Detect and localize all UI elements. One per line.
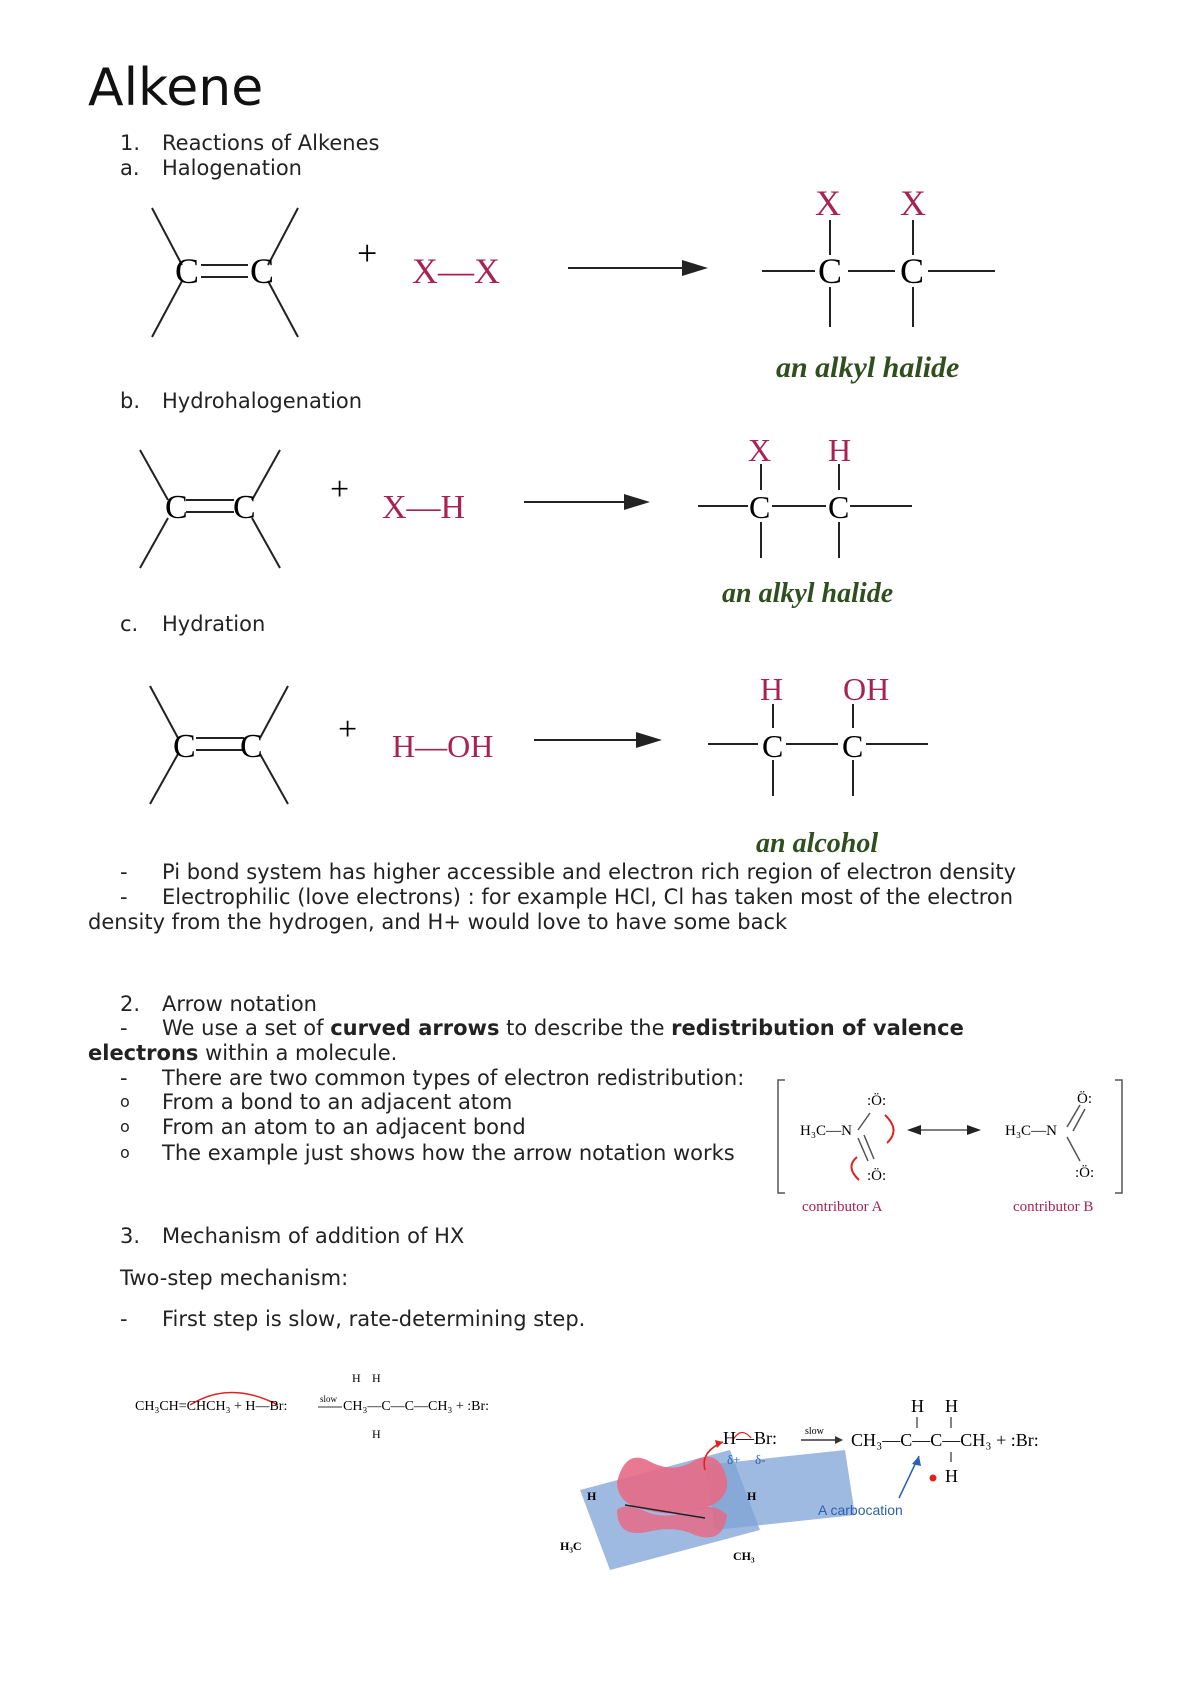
oxygen-top-right: Ö: xyxy=(1077,1091,1092,1107)
contributor-b-label: contributor B xyxy=(1013,1199,1094,1215)
item-b-marker: b. xyxy=(120,389,141,413)
resonance-figure xyxy=(775,1075,1130,1215)
product-top-right: H xyxy=(828,432,852,468)
section1-heading: Reactions of Alkenes xyxy=(162,131,380,155)
product-chain: CH₃—C—C—CH₃ + :Br: xyxy=(851,1430,1039,1450)
caption-alkyl-halide: an alkyl halide xyxy=(722,578,894,609)
text-run: within a molecule. xyxy=(198,1041,398,1065)
h-top-right: H xyxy=(945,1396,958,1416)
first-step-text: First step is slow, rate-determining step. xyxy=(162,1307,586,1331)
hydration-reaction xyxy=(0,662,1200,860)
reagent-h-oh: H—OH xyxy=(392,728,494,764)
section3-number: 3. xyxy=(120,1224,141,1248)
sub-bullet-marker: o xyxy=(120,1092,130,1111)
carbon-right: C xyxy=(233,489,256,526)
carbon-left: C xyxy=(175,251,200,291)
plus-sign: + xyxy=(330,471,350,508)
plus-sign: + xyxy=(338,711,358,748)
h-bottom: H xyxy=(372,1427,381,1441)
delta-plus: δ+ xyxy=(727,1452,741,1467)
h-top-right: H xyxy=(372,1371,381,1385)
product-carbon-right: C xyxy=(828,489,850,525)
delta-minus: δ- xyxy=(755,1452,766,1467)
text-run: We use a set of xyxy=(162,1016,331,1040)
bold-run: electrons xyxy=(88,1041,199,1065)
bold-run: redistribution of valence xyxy=(671,1016,964,1040)
product-carbon-right: C xyxy=(900,251,925,291)
carbon-right: C xyxy=(250,251,275,291)
bullet-dash: - xyxy=(120,860,128,884)
bullet-curved-arrows xyxy=(162,1016,964,1040)
bullet-electrophilic-line2: density from the hydrogen, and H+ would love to have some back xyxy=(88,910,788,934)
item-c-marker: c. xyxy=(120,612,139,636)
product-top-left: H xyxy=(760,671,784,707)
h-atom: H xyxy=(587,1489,597,1503)
section3-heading: Mechanism of addition of HX xyxy=(162,1224,465,1248)
sub-bullet-bond-to-atom: From a bond to an adjacent atom xyxy=(162,1090,513,1114)
left-equation: CH₃CH=CHCH₃ + H—Br: xyxy=(135,1399,288,1414)
bold-run: curved arrows xyxy=(330,1016,500,1040)
product-carbon-left: C xyxy=(762,728,784,764)
item-c-label: Hydration xyxy=(162,612,266,636)
text-run: to describe the xyxy=(499,1016,672,1040)
product-top-left: X xyxy=(748,432,772,468)
hbr-reagent: H—Br: xyxy=(723,1428,777,1448)
caption-alcohol: an alcohol xyxy=(756,828,879,859)
carbon-right: C xyxy=(240,728,263,765)
h-top-left: H xyxy=(911,1396,924,1416)
bullet-curved-arrows-cont xyxy=(88,1041,397,1065)
oxygen-bottom-right: :Ö: xyxy=(1075,1165,1095,1181)
slow-label: slow xyxy=(805,1426,824,1437)
item-b-label: Hydrohalogenation xyxy=(162,389,363,413)
carbon-left: C xyxy=(173,728,196,765)
bullet-dash: - xyxy=(120,1016,128,1040)
item-a-marker: a. xyxy=(120,156,140,180)
h-bottom: H xyxy=(945,1466,958,1486)
page-title: Alkene xyxy=(88,58,264,118)
product-carbon-left: C xyxy=(818,251,843,291)
slow-label: slow xyxy=(320,1394,338,1404)
bullet-pi-bond: Pi bond system has higher accessible and electron rich region of electron density xyxy=(162,860,1017,884)
bullet-two-types: There are two common types of electron redistribution: xyxy=(162,1066,745,1090)
mechanism-orbital-figure xyxy=(555,1390,1100,1590)
plus-sign: + xyxy=(357,233,378,273)
h3c-n-left: H₃C—N xyxy=(800,1123,852,1139)
sub-bullet-atom-to-bond: From an atom to an adjacent bond xyxy=(162,1115,526,1139)
sub-bullet-example: The example just shows how the arrow notation works xyxy=(162,1141,735,1165)
bullet-dash: - xyxy=(120,1066,128,1090)
h3c-group: H₃C xyxy=(560,1539,582,1553)
item-a-label: Halogenation xyxy=(162,156,302,180)
halogenation-reaction xyxy=(0,185,1200,395)
contributor-a-label: contributor A xyxy=(802,1199,883,1215)
carbon-left: C xyxy=(165,489,188,526)
h-top-left: H xyxy=(352,1371,361,1385)
product-top-left: X xyxy=(815,183,841,223)
bullet-dash: - xyxy=(120,1307,128,1331)
reagent-x-h: X—H xyxy=(382,489,466,526)
oxygen-bottom-left: :Ö: xyxy=(867,1168,887,1184)
oxygen-top-left: :Ö: xyxy=(867,1093,887,1109)
bullet-dash: - xyxy=(120,885,128,909)
left-product: CH₃—C—C—CH₃ + :Br: xyxy=(343,1399,490,1414)
section2-heading: Arrow notation xyxy=(162,992,317,1016)
bullet-electrophilic-line1: Electrophilic (love electrons) : for example HCl, Cl has taken most of the electron xyxy=(162,885,1014,909)
h-atom-right: H xyxy=(747,1489,757,1503)
product-top-right: X xyxy=(900,183,926,223)
reagent-x-x: X—X xyxy=(412,251,500,291)
section1-number: 1. xyxy=(120,131,141,155)
h3c-n-right: H₃C—N xyxy=(1005,1123,1057,1139)
caption-alkyl-halide: an alkyl halide xyxy=(776,351,960,384)
product-top-right: OH xyxy=(843,671,890,707)
mechanism-small-equation xyxy=(130,1370,530,1445)
sub-bullet-marker: o xyxy=(120,1143,130,1162)
section2-number: 2. xyxy=(120,992,141,1016)
hydrohalogenation-reaction xyxy=(0,430,1200,615)
sub-bullet-marker: o xyxy=(120,1117,130,1136)
ch3-group: CH₃ xyxy=(733,1549,755,1563)
carbocation-label: A carbocation xyxy=(818,1502,903,1518)
product-carbon-right: C xyxy=(842,728,864,764)
two-step-label: Two-step mechanism: xyxy=(120,1266,349,1290)
product-carbon-left: C xyxy=(749,489,771,525)
